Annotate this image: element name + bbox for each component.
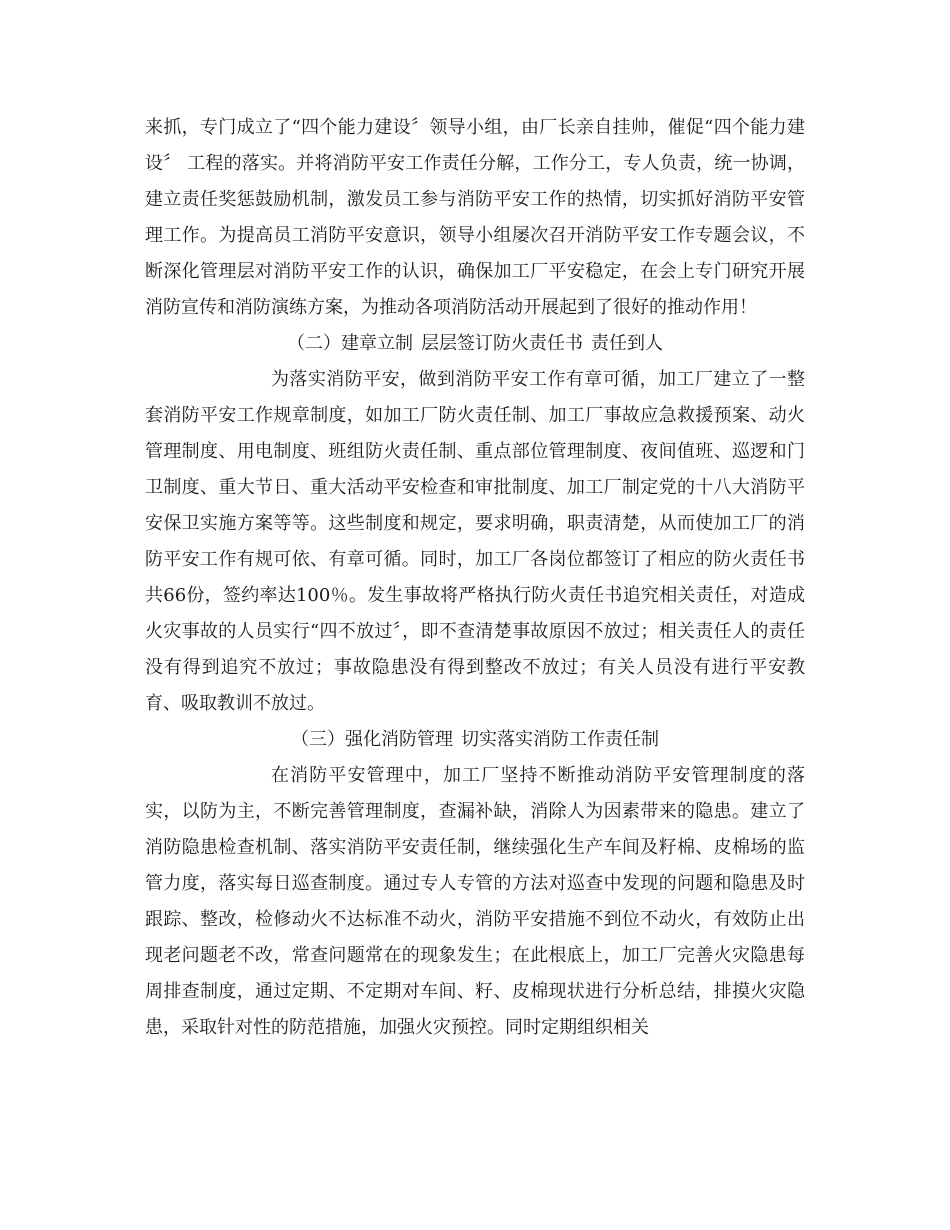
section-heading-3-part-1: （三）强化消防管理	[291, 729, 453, 750]
document-body	[145, 110, 805, 1046]
section-heading-2-part-3: 责任到人	[591, 333, 663, 354]
paragraph-fire-management: 在消防平安管理中，加工厂坚持不断推动消防平安管理制度的落实，以防为主，不断完善管理制度，查漏补缺，消除人为因素带来的隐患。建立了消防隐患检查机制、落实消防平安责任制，继续强化生产车间及籽棉、皮棉场的监管力度，落实每日巡查制度。通过专人专管的方法对巡查中发现的问题和隐患及时跟踪、整改，检修动火不达标准不动火，消防平安措施不到位不动火，有效防止出现老问题老不改，常查问题常在的现象发生；在此根底上，加工厂完善火灾隐患每周排查制度，通过定期、不定期对车间、籽、皮棉现状进行分析总结，排摸火灾隐患，采取针对性的防范措施，加强火灾预控。同时定期组织相关	[145, 765, 805, 1038]
section-heading-2	[145, 326, 805, 362]
section-heading-2-part-2: 层层签订防火责任书	[421, 333, 583, 354]
section-heading-3-part-2: 切实落实消防工作责任制	[461, 729, 659, 750]
section-heading-3	[145, 722, 805, 758]
section-heading-2-part-1: （二）建章立制	[287, 333, 413, 354]
paragraph-rules-and-responsibility: 为落实消防平安，做到消防平安工作有章可循，加工厂建立了一整套消防平安工作规章制度，如加工厂防火责任制、加工厂事故应急救援预案、动火管理制度、用电制度、班组防火责任制、重点部位管理制度、夜间值班、巡逻和门卫制度、重大节日、重大活动平安检查和审批制度、加工厂制定党的十八大消防平安保卫实施方案等等。这些制度和规定，要求明确，职责清楚，从而使加工厂的消防平安工作有规可依、有章可循。同时，加工厂各岗位都签订了相应的防火责任书共66份，签约率达100％。发生事故将严格执行防火责任书追究相关责任，对造成火灾事故的人员实行“四不放过〞，即不查清楚事故原因不放过；相关责任人的责任没有得到追究不放过；事故隐患没有得到整改不放过；有关人员没有进行平安教育、吸取教训不放过。	[145, 369, 805, 714]
paragraph-leadership-group: 来抓，专门成立了“四个能力建设〞领导小组，由厂长亲自挂帅，催促“四个能力建设〞 工程的落实。并将消防平安工作责任分解，工作分工，专人负责，统一协调，建立责任奖惩鼓励机制，激发员工参与消防平安工作的热情，切实抓好消防平安管理工作。为提高员工消防平安意识，领导小组屡次召开消防平安工作专题会议，不断深化管理层对消防平安工作的认识，确保加工厂平安稳定，在会上专门研究开展消防宣传和消防演练方案，为推动各项消防活动开展起到了很好的推动作用！	[145, 117, 805, 318]
